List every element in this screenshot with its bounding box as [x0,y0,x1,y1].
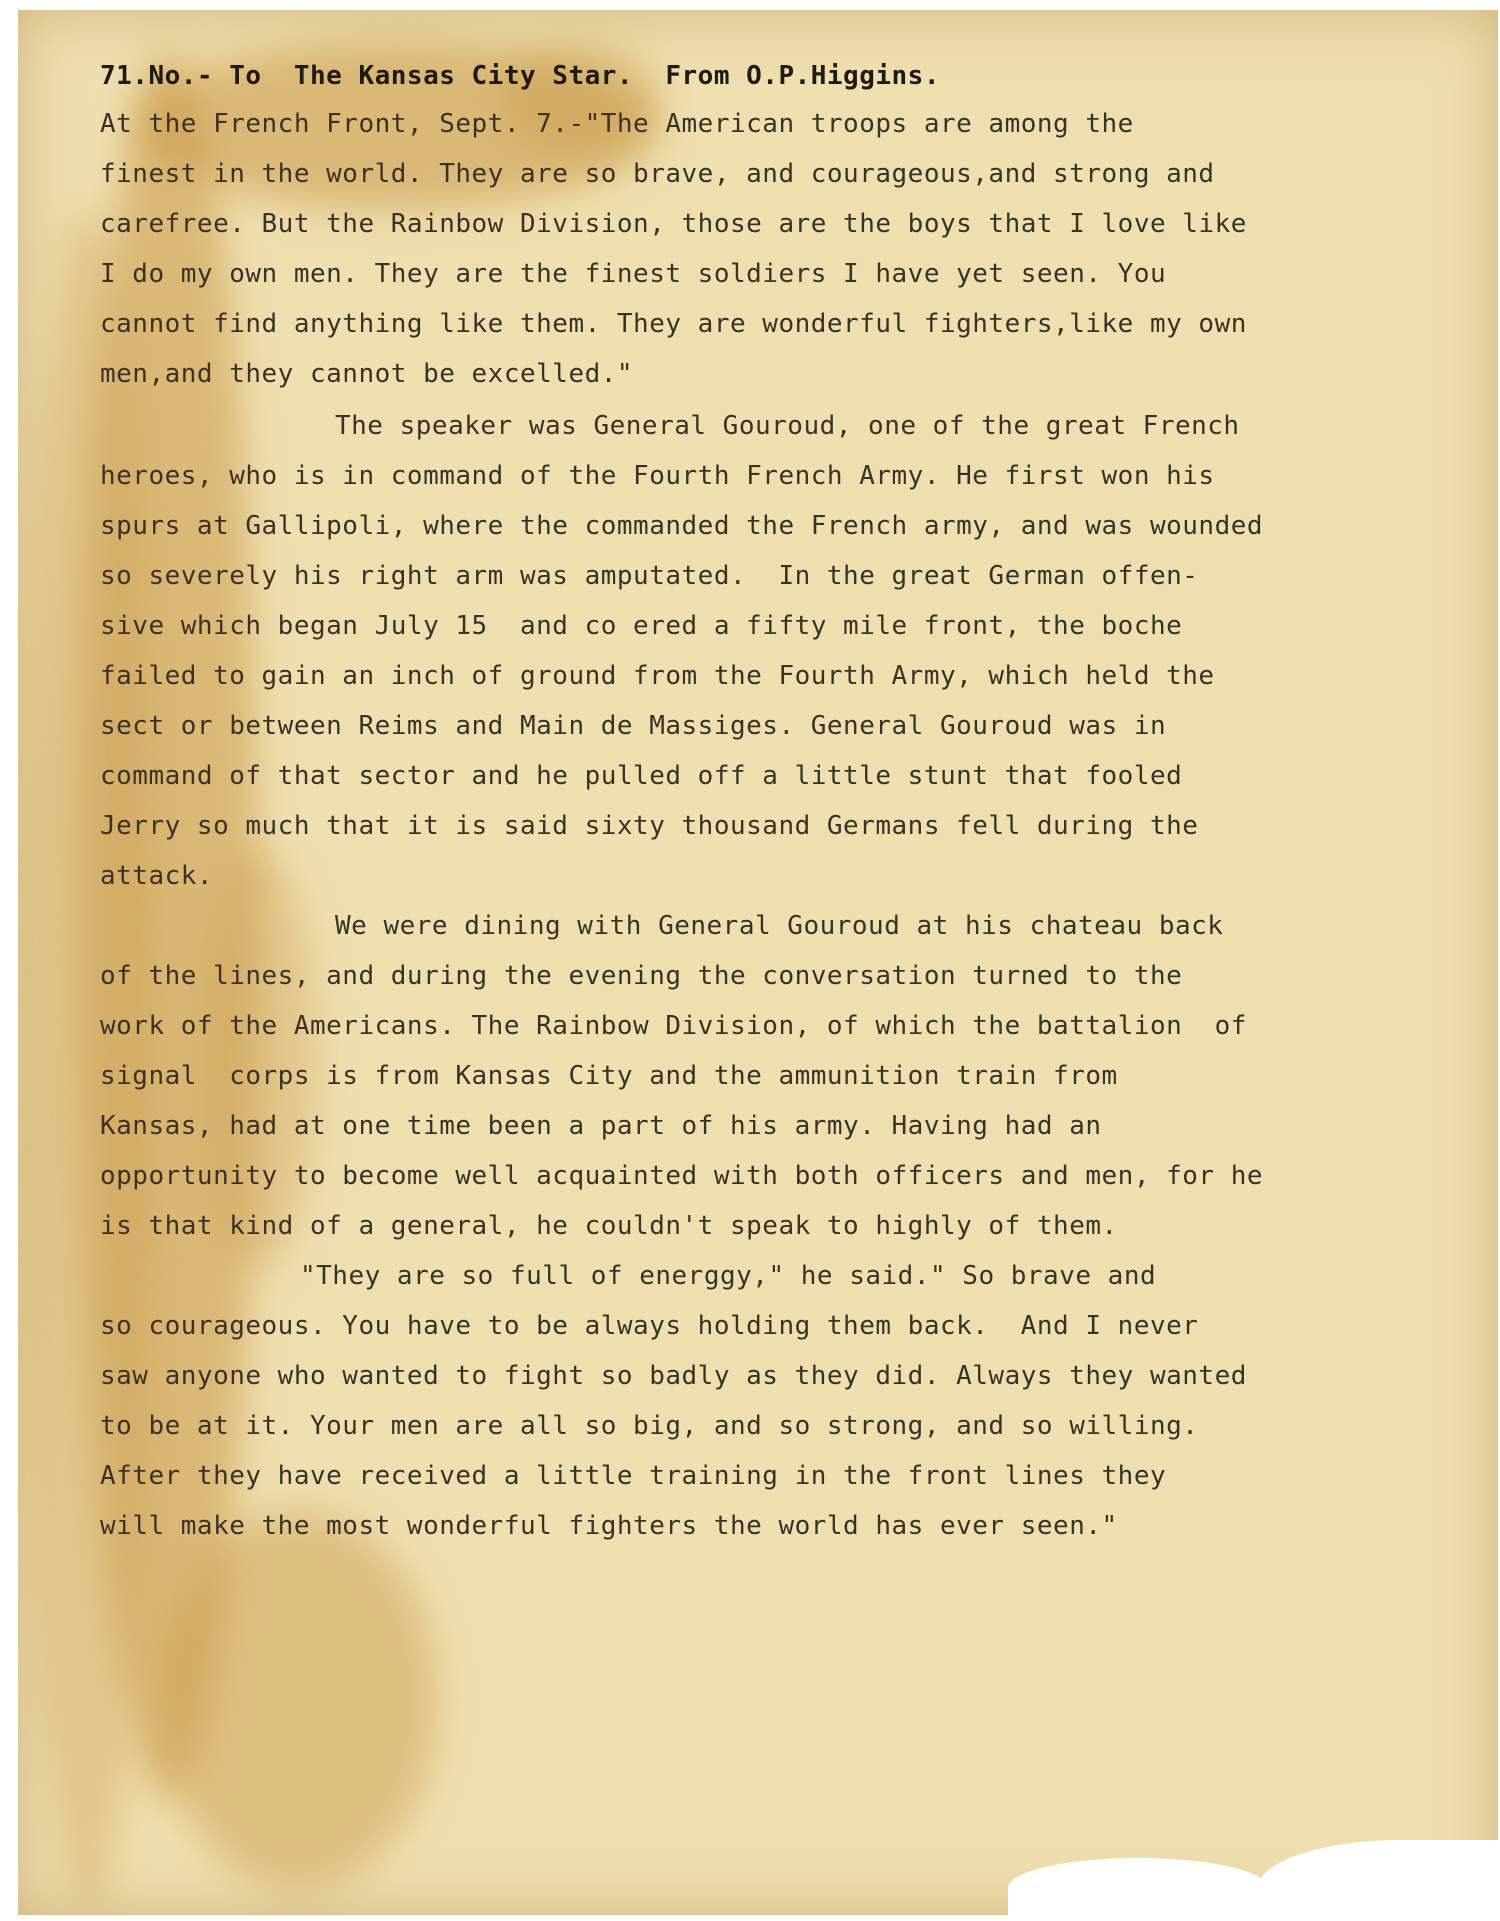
header-line: 71.No.- To The Kansas City Star. From O.P.Higgins. [100,61,940,91]
text-line-indented: The speaker was General Gouroud, one of the great French [335,411,1240,441]
text-line-indented: "They are so full of energgy," he said." So brave and [300,1261,1157,1291]
text-line: I do my own men. They are the finest soldiers I have yet seen. You [100,259,1167,289]
text-line: finest in the world. They are so brave, and courageous,and strong and [100,159,1215,189]
text-line: saw anyone who wanted to fight so badly as they did. Always they wanted [100,1361,1247,1391]
torn-edge [1258,1840,1498,1915]
text-line: cannot find anything like them. They are wonderful fighters,like my own [100,309,1247,339]
text-line: sect or between Reims and Main de Massiges. General Gouroud was in [100,711,1167,741]
text-line: At the French Front, Sept. 7.-"The American troops are among the [100,109,1134,139]
text-line: spurs at Gallipoli, where the commanded the French army, and was wounded [100,511,1264,541]
document-page [18,10,1498,1915]
text-line: sive which began July 15 and co ered a fifty mile front, the boche [100,611,1183,641]
text-line: signal corps is from Kansas City and the ammunition train from [100,1061,1118,1091]
water-stain [158,1510,438,1890]
text-line: After they have received a little training in the front lines they [100,1461,1167,1491]
text-line: failed to gain an inch of ground from the Fourth Army, which held the [100,661,1215,691]
text-line-indented: We were dining with General Gouroud at his chateau back [335,911,1224,941]
text-line: heroes, who is in command of the Fourth French Army. He first won his [100,461,1215,491]
text-line: command of that sector and he pulled off a little stunt that fooled [100,761,1183,791]
text-line: to be at it. Your men are all so big, and so strong, and so willing. [100,1411,1199,1441]
text-line: Kansas, had at one time been a part of his army. Having had an [100,1111,1102,1141]
torn-edge [1008,1858,1268,1915]
text-line: Jerry so much that it is said sixty thousand Germans fell during the [100,811,1199,841]
text-line: attack. [100,861,214,891]
text-line: opportunity to become well acquainted with both officers and men, for he [100,1161,1264,1191]
text-line: will make the most wonderful fighters the world has ever seen." [100,1511,1118,1541]
text-line: of the lines, and during the evening the conversation turned to the [100,961,1183,991]
text-line: men,and they cannot be excelled." [100,359,634,389]
text-line: is that kind of a general, he couldn't speak to highly of them. [100,1211,1118,1241]
text-line: so courageous. You have to be always holding them back. And I never [100,1311,1199,1341]
text-line: so severely his right arm was amputated. In the great German offen- [100,561,1199,591]
text-line: carefree. But the Rainbow Division, those are the boys that I love like [100,209,1247,239]
text-line: work of the Americans. The Rainbow Division, of which the battalion of [100,1011,1247,1041]
